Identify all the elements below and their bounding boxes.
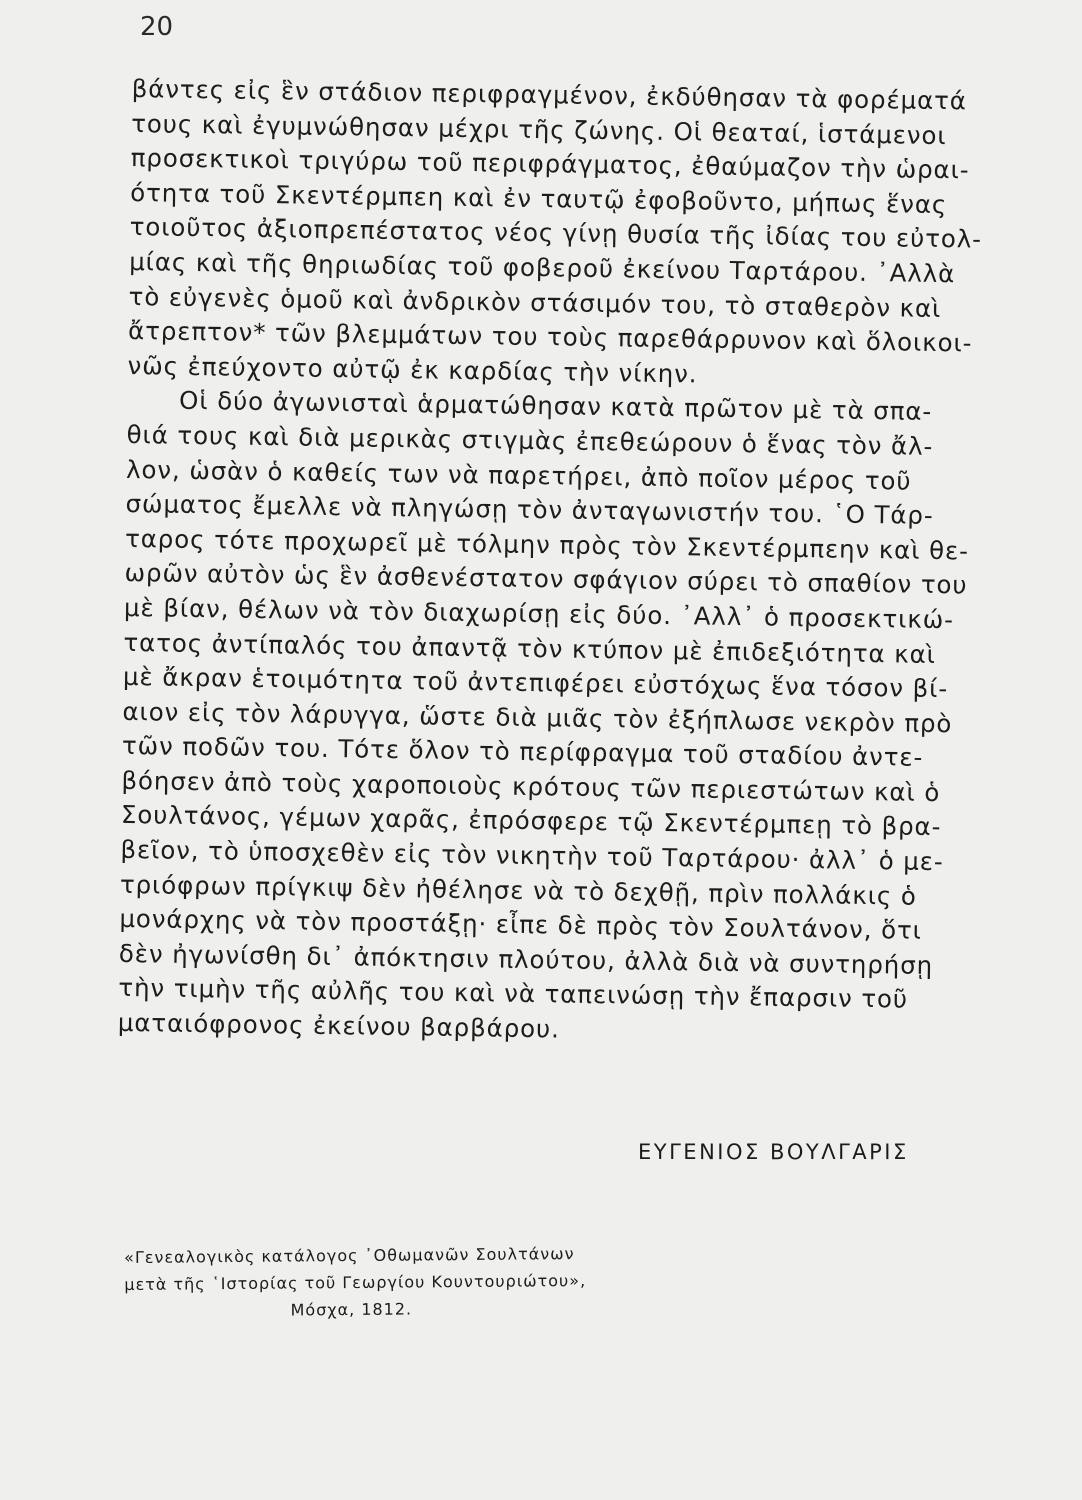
text-line: μὲ βίαν, θέλων νὰ τὸν διαχωρίσῃ εἰς δύο. ᾿Αλλ᾿ ὁ προσεκτικώ-: [123, 592, 955, 635]
page-number: 20: [140, 12, 174, 42]
text-line: τους καὶ ἐγυμνώθησαν μέχρι τῆς ζώνης. Οἱ θεαταί, ἱστάμενοι: [131, 108, 947, 150]
text-line: μίας καὶ τῆς θηριωδίας τοῦ φοβεροῦ ἐκείνου Ταρτάρου. ᾿Αλλὰ: [128, 246, 956, 289]
text-line: θιά τους καὶ διὰ μερικὰς στιγμὰς ἐπεθεώρουν ὁ ἕνας τὸν ἄλ-: [126, 419, 934, 461]
text-line: νῶς ἐπεύχοντο αὐτῷ ἐκ καρδίας τὴν νίκην.: [127, 350, 698, 389]
author-signature: ΕΥΓΕΝΙΟΣ ΒΟΥΛΓΑΡΙΣ: [638, 1140, 909, 1164]
text-line: τριόφρων πρίγκιψ δὲν ἠθέλησε νὰ τὸ δεχθῇ, πρὶν πολλάκις ὁ: [119, 869, 917, 911]
text-line: τὸ εὐγενὲς ὁμοῦ καὶ ἀνδρικὸν στάσιμόν του, τὸ σταθερὸν καὶ: [128, 281, 942, 323]
citation-line: «Γενεαλογικὸς κατάλογος ᾿Οθωμανῶν Σουλτάνων: [124, 1244, 575, 1267]
text-line: αιον εἰς τὸν λάρυγγα, ὥστε διὰ μιᾶς τὸν ἐξήπλωσε νεκρὸν πρὸ: [122, 696, 953, 738]
text-line: τῶν ποδῶν του. Τότε ὅλον τὸ περίφραγμα τοῦ σταδίου ἀντε-: [121, 731, 924, 773]
text-line: βεῖον, τὸ ὑποσχεθὲν εἰς τὸν νικητὴν τοῦ Ταρτάρου· ἀλλ᾿ ὁ με-: [120, 834, 944, 877]
text-line: ἄτρεπτον* τῶν βλεμμάτων του τοὺς παρεθάρρυνον καὶ ὅλοικοι-: [127, 316, 973, 358]
text-line: ωρῶν αὐτὸν ὡς ἓν ἀσθενέστατον σφάγιον σύρει τὸ σπαθίον του: [124, 558, 968, 600]
text-line: μὲ ἄκραν ἑτοιμότητα τοῦ ἀντεπιφέρει εὐστόχως ἕνα τόσον βί-: [122, 662, 949, 704]
text-line: ότητα τοῦ Σκεντέρμπεη καὶ ἐν ταυτῷ ἐφοβοῦντο, μήπως ἕνας: [130, 177, 948, 219]
text-line: ταρος τότε προχωρεῖ μὲ τόλμην πρὸς τὸν Σκεντέρμπεην καὶ θε-: [124, 523, 970, 566]
text-line: σώματος ἔμελλε νὰ πληγώσῃ τὸν ἀνταγωνιστήν του. ῾Ο Τάρ-: [125, 489, 934, 531]
citation-line: μετὰ τῆς ῾Ιστορίας τοῦ Γεωργίου Κουντουριώτου»,: [124, 1270, 587, 1294]
citation-line: Μόσχα, 1812.: [290, 1299, 413, 1320]
source-citation: [124, 1239, 645, 1325]
text-line: τατος ἀντίπαλός του ἀπαντᾷ τὸν κτύπον μὲ ἐπιδεξιότητα καὶ: [123, 627, 937, 669]
text-line: ματαιόφρονος ἐκείνου βαρβάρου.: [117, 1007, 561, 1044]
text-line: προσεκτικοὶ τριγύρω τοῦ περιφράγματος, ἐθαύμαζον τὴν ὡραι-: [130, 143, 970, 185]
text-line: δὲν ἠγωνίσθη δι᾿ ἀπόκτησιν πλούτου, ἀλλὰ διὰ νὰ συντηρήσῃ: [118, 938, 934, 980]
paragraph-start-line: Οἱ δύο ἀγωνισταὶ ἁρματώθησαν κατὰ πρῶτον μὲ τὰ σπα-: [178, 386, 933, 427]
text-line: βόησεν ἀπὸ τοὺς χαροποιοὺς κρότους τῶν περιεστώτων καὶ ὁ: [121, 765, 941, 807]
text-line: τοιοῦτος ἀξιοπρεπέστατος νέος γίνῃ θυσία τῆς ἰδίας του εὐτολ-: [129, 212, 983, 255]
body-text: [118, 72, 1002, 1053]
text-line: λον, ὡσὰν ὁ καθείς των νὰ παρετήρει, ἀπὸ ποῖον μέρος τοῦ: [125, 454, 912, 496]
text-line: Σουλτάνος, γέμων χαρᾶς, ἐπρόσφερε τῷ Σκεντέρμπεῃ τὸ βρα-: [120, 800, 942, 842]
text-line: τὴν τιμὴν τῆς αὐλῆς του καὶ νὰ ταπεινώσῃ τὴν ἔπαρσιν τοῦ: [118, 973, 909, 1015]
text-line: βάντες εἰς ἓν στάδιον περιφραγμένον, ἐκδύθησαν τὰ φορέματά: [131, 73, 968, 116]
text-line: μονάρχης νὰ τὸν προστάξῃ· εἶπε δὲ πρὸς τὸν Σουλτάνον, ὅτι: [119, 904, 923, 946]
